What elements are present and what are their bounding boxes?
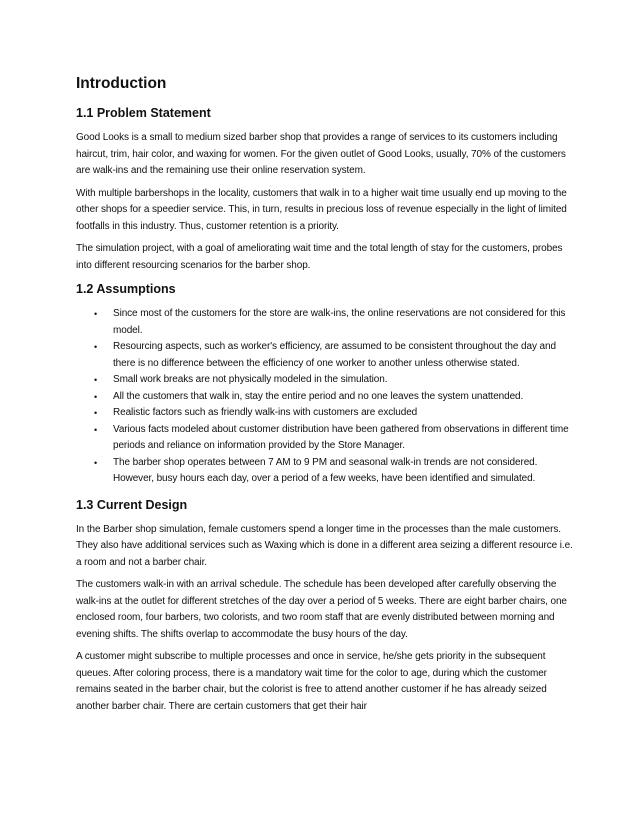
paragraph: Good Looks is a small to medium sized barber shop that provides a range of services to its customers including haircut, trim, hair color, and waxing for women. For the given outlet of Good Looks, usually, 70% of the customers are walk-ins and the remaining use their online reservation system. xyxy=(76,132,566,176)
section-current-design xyxy=(76,496,576,716)
bullet-icon: • xyxy=(94,391,98,402)
list-item xyxy=(76,405,576,422)
paragraph: The simulation project, with a goal of ameliorating wait time and the total length of stay for the customers, probes into different resourcing scenarios for the barber shop. xyxy=(76,243,563,271)
section-assumptions xyxy=(76,280,576,488)
list-item xyxy=(76,306,576,339)
list-item-text: Since most of the customers for the store are walk-ins, the online reservations are not considered for this model. xyxy=(113,308,566,336)
paragraph: In the Barber shop simulation, female customers spend a longer time in the processes than the male customers. They also have additional services such as Waxing which is done in a different area seizing a different resource i.e. a room and not a barber chair. xyxy=(76,523,573,568)
list-item-text: The barber shop operates between 7 AM to 9 PM and seasonal walk-in trends are not considered. However, busy hours each day, over a period of a few weeks, have been identified and simulated. xyxy=(113,456,538,484)
paragraph: With multiple barbershops in the locality, customers that walk in to a higher wait time usually end up moving to the other shops for a speedier service. This, in turn, results in precious loss of revenue especially in the light of limited footfalls in this industry. Thus, customer retention is a priority. xyxy=(76,187,567,232)
section-heading: 1.1 Problem Statement xyxy=(76,106,211,120)
list-item-text: All the customers that walk in, stay the entire period and no one leaves the system unattended. xyxy=(113,390,524,402)
list-item xyxy=(76,339,576,372)
assumptions-list xyxy=(76,306,576,488)
bullet-icon: • xyxy=(94,424,98,435)
page-title: Introduction xyxy=(76,75,167,92)
list-item xyxy=(76,455,576,488)
document-body xyxy=(76,74,576,721)
list-item xyxy=(76,422,576,455)
bullet-icon: • xyxy=(94,375,98,385)
section-heading: 1.2 Assumptions xyxy=(76,282,176,296)
list-item xyxy=(76,372,576,389)
bullet-icon: • xyxy=(94,457,98,468)
list-item xyxy=(76,389,576,406)
list-item-text: Realistic factors such as friendly walk-ins with customers are excluded xyxy=(113,407,418,418)
bullet-icon: • xyxy=(94,408,98,418)
list-item-text: Small work breaks are not physically modeled in the simulation. xyxy=(113,374,388,385)
bullet-icon: • xyxy=(94,309,98,319)
list-item-text: Resourcing aspects, such as worker's efficiency, are assumed to be consistent throughout the day and there is no difference between the efficiency of one worker to another unless otherwise stated. xyxy=(113,341,556,369)
bullet-icon: • xyxy=(94,342,98,352)
paragraph: A customer might subscribe to multiple processes and once in service, he/she gets priority in the subsequent queues. After coloring process, there is a mandatory wait time for the color to age, during which the customer remains seated in the barber chair, but the colorist is free to attend another customer if he has already seized another barber chair. There are certain customers that get their hair xyxy=(76,651,547,712)
section-heading: 1.3 Current Design xyxy=(76,497,188,512)
section-problem-statement xyxy=(76,104,576,274)
list-item-text: Various facts modeled about customer distribution have been gathered from observations in different time periods and reliance on information provided by the Store Manager. xyxy=(113,423,569,451)
paragraph: The customers walk-in with an arrival schedule. The schedule has been developed after carefully observing the walk-ins at the outlet for different stretches of the day over a period of 5 weeks. There are eight barber chairs, one enclosed room, four barbers, two colorists, and two room staff that are evenly distributed between morning and evening shifts. The shifts overlap to accommodate the busy hours of the day. xyxy=(76,579,567,640)
